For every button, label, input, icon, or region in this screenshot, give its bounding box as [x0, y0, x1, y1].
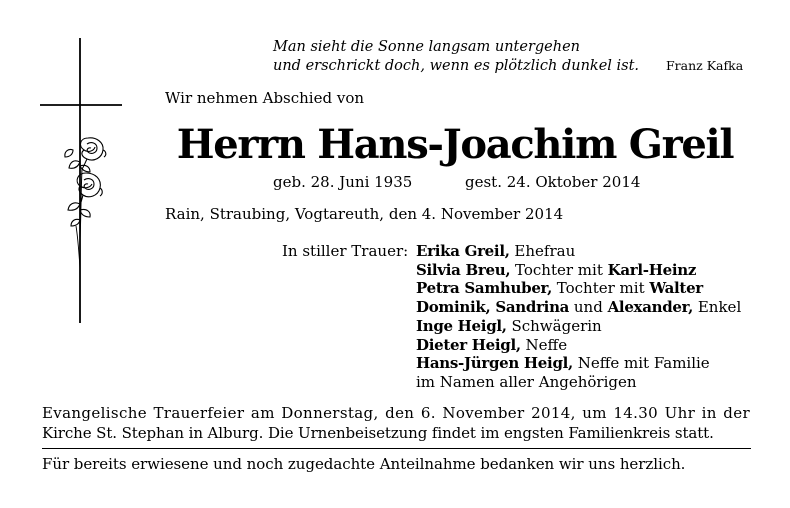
- service-announcement: [42, 404, 750, 443]
- mourner-name: Walter: [649, 279, 703, 298]
- mourner-line: [416, 373, 741, 392]
- mourner-name: Petra Samhuber,: [416, 279, 552, 298]
- mourning-label: In stiller Trauer:: [282, 242, 409, 260]
- birth-date: geb. 28. Juni 1935: [273, 173, 413, 191]
- mourner-relation: Neffe mit Familie: [572, 354, 710, 373]
- mourner-relation: Enkel: [693, 298, 742, 317]
- mourners-list: [416, 242, 741, 392]
- mourner-line: [416, 279, 741, 298]
- mourner-relation: Neffe: [520, 335, 568, 354]
- service-line-2: Kirche St. Stephan in Alburg. Die Urnenbeisetzung findet im engsten Familienkreis statt.: [42, 423, 714, 442]
- mourner-name: Alexander,: [607, 298, 694, 317]
- service-line-1: Evangelische Trauerfeier am Donnerstag, den 6. November 2014, um 14.30 Uhr in der: [42, 404, 750, 422]
- thanks-text: Für bereits erwiesene und noch zugedachte Anteilnahme bedanken wir uns herzlich.: [42, 455, 686, 473]
- mourner-relation: Ehefrau: [509, 242, 576, 260]
- mourner-name: Karl-Heinz: [607, 260, 697, 279]
- quote-line-1: Man sieht die Sonne langsam untergehen: [273, 39, 580, 55]
- mourner-name: Silvia Breu,: [416, 260, 511, 279]
- mourner-line: [416, 317, 741, 336]
- mourner-name: Dominik, Sandrina: [416, 298, 570, 317]
- quote-line-2: und erschrickt doch, wenn es plötzlich dunkel ist.: [273, 58, 640, 74]
- mourner-name: Erika Greil,: [416, 242, 510, 260]
- mourner-line: [416, 336, 741, 355]
- mourner-relation: Schwägerin: [506, 316, 602, 335]
- mourner-line: [416, 298, 741, 317]
- mourner-name: Dieter Heigl,: [416, 335, 521, 354]
- divider-line: [42, 448, 751, 449]
- mourner-relation: und: [569, 298, 608, 317]
- mourner-name: Hans-Jürgen Heigl,: [416, 354, 573, 373]
- mourner-relation: Tochter mit: [552, 279, 650, 298]
- mourner-line: [416, 261, 741, 280]
- mourner-line: [416, 242, 741, 261]
- deceased-name: Herrn Hans-Joachim Greil: [176, 121, 734, 168]
- quote-author: Franz Kafka: [666, 58, 744, 73]
- mourner-relation: im Namen aller Angehörigen: [416, 372, 637, 391]
- mourner-line: [416, 354, 741, 373]
- intro-text: Wir nehmen Abschied von: [165, 89, 365, 107]
- place-and-date: Rain, Straubing, Vogtareuth, den 4. November 2014: [165, 205, 564, 223]
- cross-with-roses-icon: [40, 38, 130, 323]
- mourner-name: Inge Heigl,: [416, 316, 507, 335]
- kafka-quote: [273, 38, 639, 76]
- death-date: gest. 24. Oktober 2014: [465, 173, 641, 191]
- mourner-relation: Tochter mit: [510, 260, 608, 279]
